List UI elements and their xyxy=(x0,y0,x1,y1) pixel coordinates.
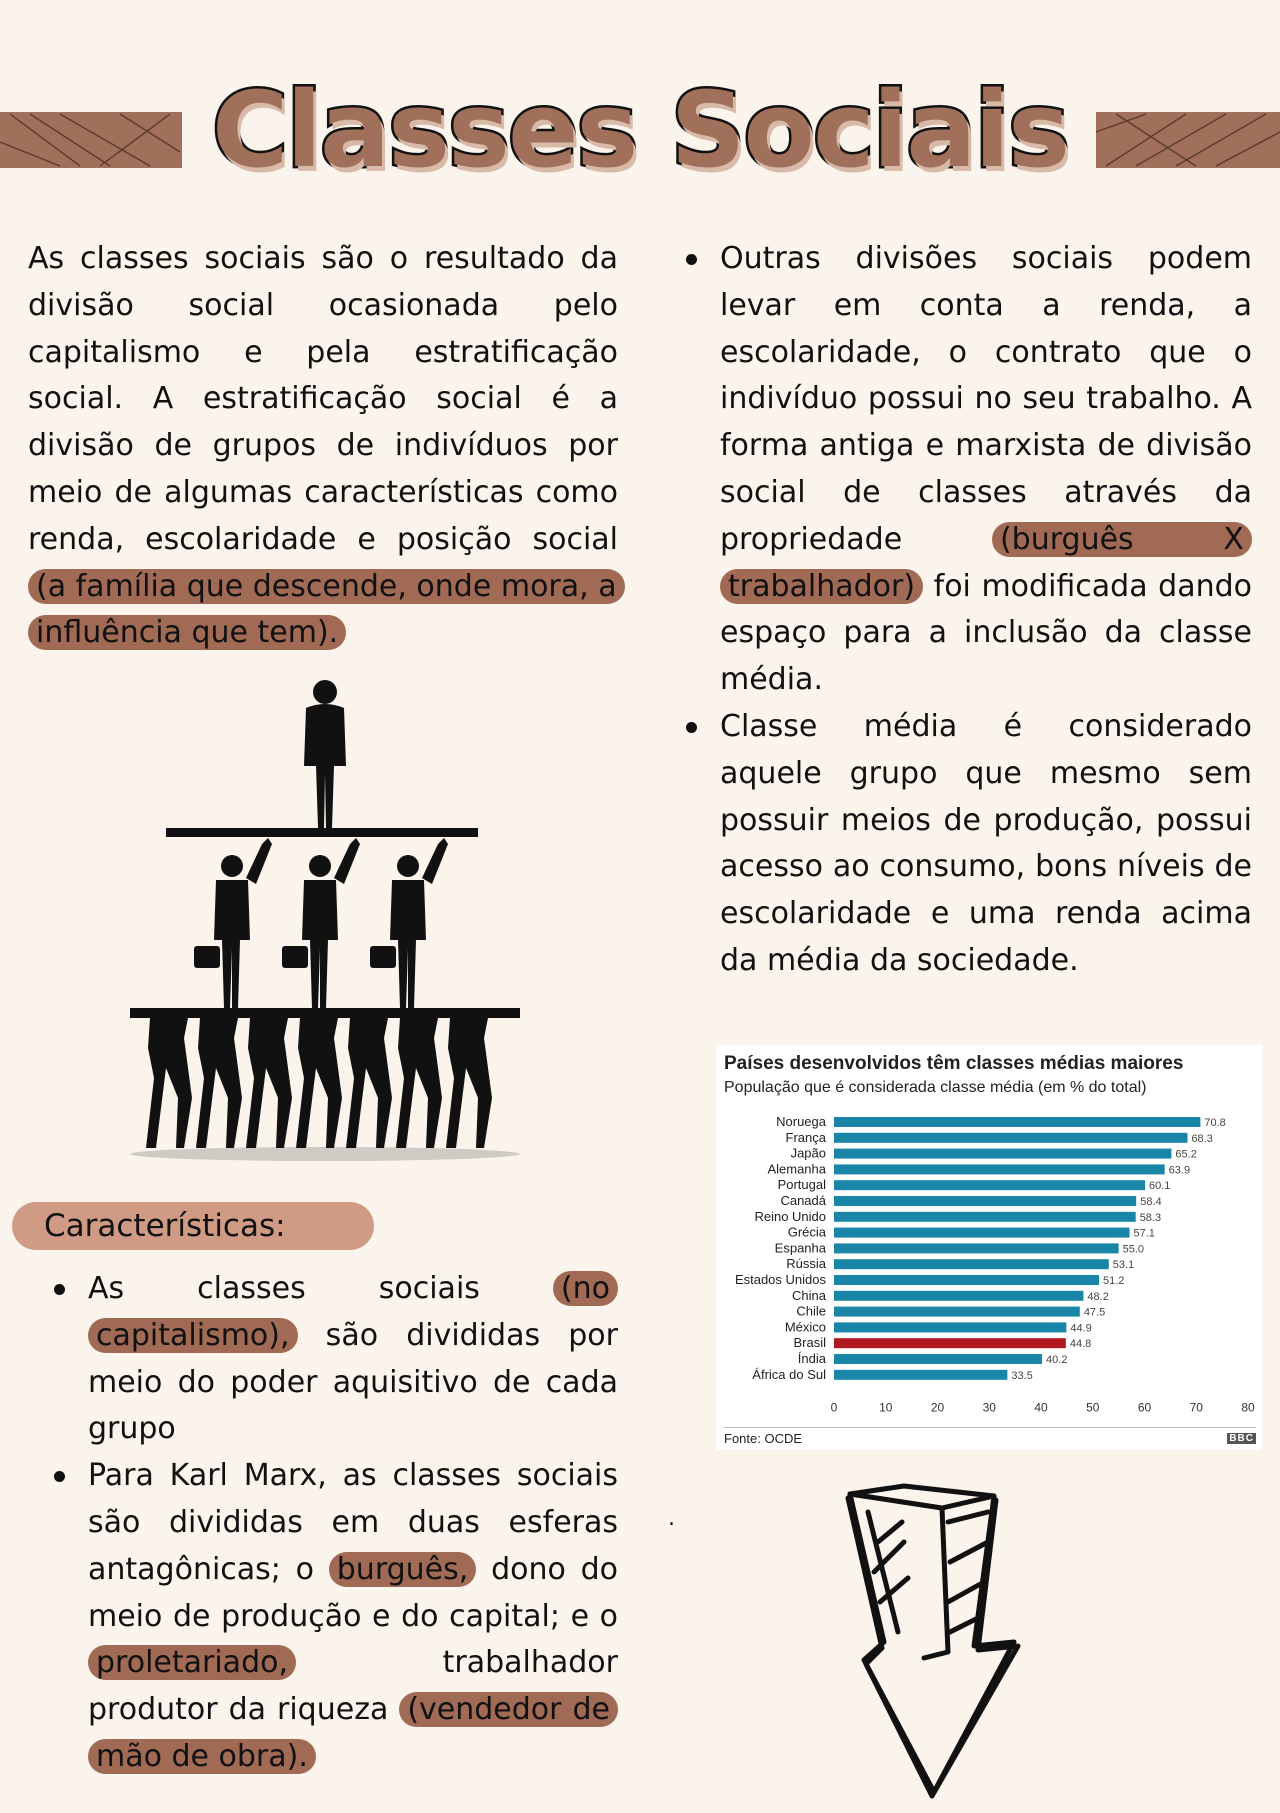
bullet-capitalism xyxy=(88,1266,618,1453)
bullet-other-divisions xyxy=(720,236,1252,704)
bbc-logo: BBC xyxy=(1229,1433,1254,1444)
value-label: 70.8 xyxy=(1204,1117,1226,1129)
bar xyxy=(834,1370,1007,1380)
bullet-text: trabalhador produtor da riqueza xyxy=(88,1645,618,1728)
bar xyxy=(834,1196,1136,1206)
bar xyxy=(834,1322,1066,1332)
highlight-vendedor: (vendedor de mão de obra). xyxy=(88,1692,618,1774)
category-label: Índia xyxy=(797,1351,826,1366)
bar xyxy=(834,1338,1066,1348)
characteristics-list xyxy=(54,1266,618,1781)
value-label: 58.4 xyxy=(1140,1196,1162,1208)
category-label: Brasil xyxy=(793,1335,826,1351)
chart-source: Fonte: OCDE xyxy=(724,1431,803,1446)
category-label: Estados Unidos xyxy=(734,1272,826,1287)
x-tick-label: 40 xyxy=(1034,1400,1048,1415)
value-label: 68.3 xyxy=(1191,1132,1213,1145)
value-label: 51.2 xyxy=(1102,1275,1125,1287)
bar xyxy=(834,1164,1165,1174)
category-label: Alemanha xyxy=(767,1161,826,1177)
bar xyxy=(834,1228,1129,1238)
bar xyxy=(834,1291,1083,1301)
value-label: 53.1 xyxy=(1112,1259,1135,1272)
category-label: México xyxy=(784,1319,826,1335)
hatch-decoration-left xyxy=(0,112,182,168)
bar xyxy=(834,1243,1119,1253)
category-label: Chile xyxy=(796,1303,826,1319)
value-label: 47.5 xyxy=(1083,1306,1106,1319)
header-band-left xyxy=(0,112,182,168)
category-label: África do Sul xyxy=(752,1366,826,1382)
bullet-text: Classe média é considerado aquele grupo que mesmo sem possuir meios de produção, possui acesso ao consumo, bons níveis de escolaridade e uma renda acima da média da sociedade. xyxy=(720,708,1252,978)
intro-paragraph xyxy=(28,236,618,657)
hand-drawn-down-arrow-icon xyxy=(838,1482,1038,1802)
value-label: 60.1 xyxy=(1149,1180,1171,1193)
bar xyxy=(834,1149,1171,1159)
bullet-text: Outras divisões sociais podem levar em conta a renda, a escolaridade, o contrato que o indivíduo possui no seu trabalho. A forma antiga e marxista de divisão social de classes através da propriedade xyxy=(720,241,1252,557)
bar xyxy=(834,1259,1109,1269)
category-label: França xyxy=(785,1129,826,1145)
bar xyxy=(834,1117,1200,1127)
value-label: 65.2 xyxy=(1175,1148,1197,1161)
value-label: 57.1 xyxy=(1133,1227,1155,1240)
bullet-marx xyxy=(88,1453,618,1781)
intro-text: As classes sociais são o resultado da divisão social ocasionada pelo capitalismo e pela estratificação social. A estratificação social é a divisão de grupos de indivíduos por meio de algumas características como renda, escolaridade e posição social xyxy=(28,241,618,557)
highlight-burgues: burguês, xyxy=(329,1552,477,1587)
bar xyxy=(834,1275,1099,1285)
header-band-right xyxy=(1096,112,1280,168)
bar xyxy=(834,1212,1136,1222)
bar xyxy=(834,1133,1187,1143)
characteristics-heading: Características: xyxy=(12,1202,374,1250)
value-label: 44.8 xyxy=(1069,1338,1092,1351)
category-label: Espanha xyxy=(774,1240,826,1256)
business-pyramid-silhouette-icon xyxy=(120,678,530,1163)
x-tick-label: 30 xyxy=(982,1400,996,1415)
category-label: Noruega xyxy=(776,1114,826,1129)
category-label: Rússia xyxy=(786,1256,826,1272)
value-label: 33.5 xyxy=(1011,1369,1033,1382)
value-label: 40.2 xyxy=(1046,1354,1068,1366)
category-label: Canadá xyxy=(780,1193,826,1208)
highlight-no-capitalismo: (no capitalismo), xyxy=(88,1271,618,1353)
right-column xyxy=(686,236,1252,985)
chart-subtitle: População que é considerada classe média (em % do total) xyxy=(724,1079,1147,1096)
highlight-burgues-trabalhador: (burguês X trabalhador) xyxy=(720,522,1252,604)
intro-highlight: (a família que descende, onde mora, a influência que tem). xyxy=(28,569,625,651)
value-label: 63.9 xyxy=(1168,1164,1191,1177)
hatch-decoration-right xyxy=(1096,112,1280,168)
bullet-text: são divididas por meio do poder aquisitivo de cada grupo xyxy=(88,1317,618,1447)
bar xyxy=(834,1180,1145,1190)
category-label: Portugal xyxy=(777,1177,826,1193)
bullet-text: foi modificada dando espaço para a inclusão da classe média. xyxy=(720,568,1252,698)
x-tick-label: 60 xyxy=(1137,1400,1152,1415)
page-title: Classes Sociais xyxy=(212,69,1068,191)
bullet-text: Para Karl Marx, as classes sociais são divididas em duas esferas antagônicas; o xyxy=(88,1458,618,1587)
value-label: 48.2 xyxy=(1087,1290,1109,1303)
value-label: 55.0 xyxy=(1122,1243,1145,1256)
x-tick-label: 70 xyxy=(1189,1400,1203,1415)
bullet-middle-class xyxy=(720,704,1252,985)
x-tick-label: 10 xyxy=(879,1400,893,1415)
chart-title: Países desenvolvidos têm classes médias maiores xyxy=(724,1053,1184,1074)
bar xyxy=(834,1354,1042,1364)
value-label: 58.3 xyxy=(1139,1211,1162,1224)
value-label: 44.9 xyxy=(1070,1322,1092,1335)
bar xyxy=(834,1307,1080,1317)
stray-dot: . xyxy=(668,1506,675,1531)
x-tick-label: 20 xyxy=(930,1400,945,1415)
middle-class-chart xyxy=(716,1045,1262,1450)
category-label: Grécia xyxy=(787,1224,826,1240)
highlight-proletariado: proletariado, xyxy=(88,1645,296,1680)
x-tick-label: 50 xyxy=(1086,1400,1100,1415)
category-label: Reino Unido xyxy=(754,1208,826,1224)
chart-plot xyxy=(716,1045,1262,1425)
bullet-text: As classes sociais xyxy=(88,1271,553,1306)
x-tick-label: 80 xyxy=(1241,1400,1255,1415)
bullet-text: dono do meio de produção e do capital; e o xyxy=(88,1551,618,1634)
chart-source-rule xyxy=(724,1427,1256,1428)
category-label: Japão xyxy=(790,1145,826,1161)
category-label: China xyxy=(792,1287,826,1303)
x-tick-label: 0 xyxy=(830,1400,838,1415)
